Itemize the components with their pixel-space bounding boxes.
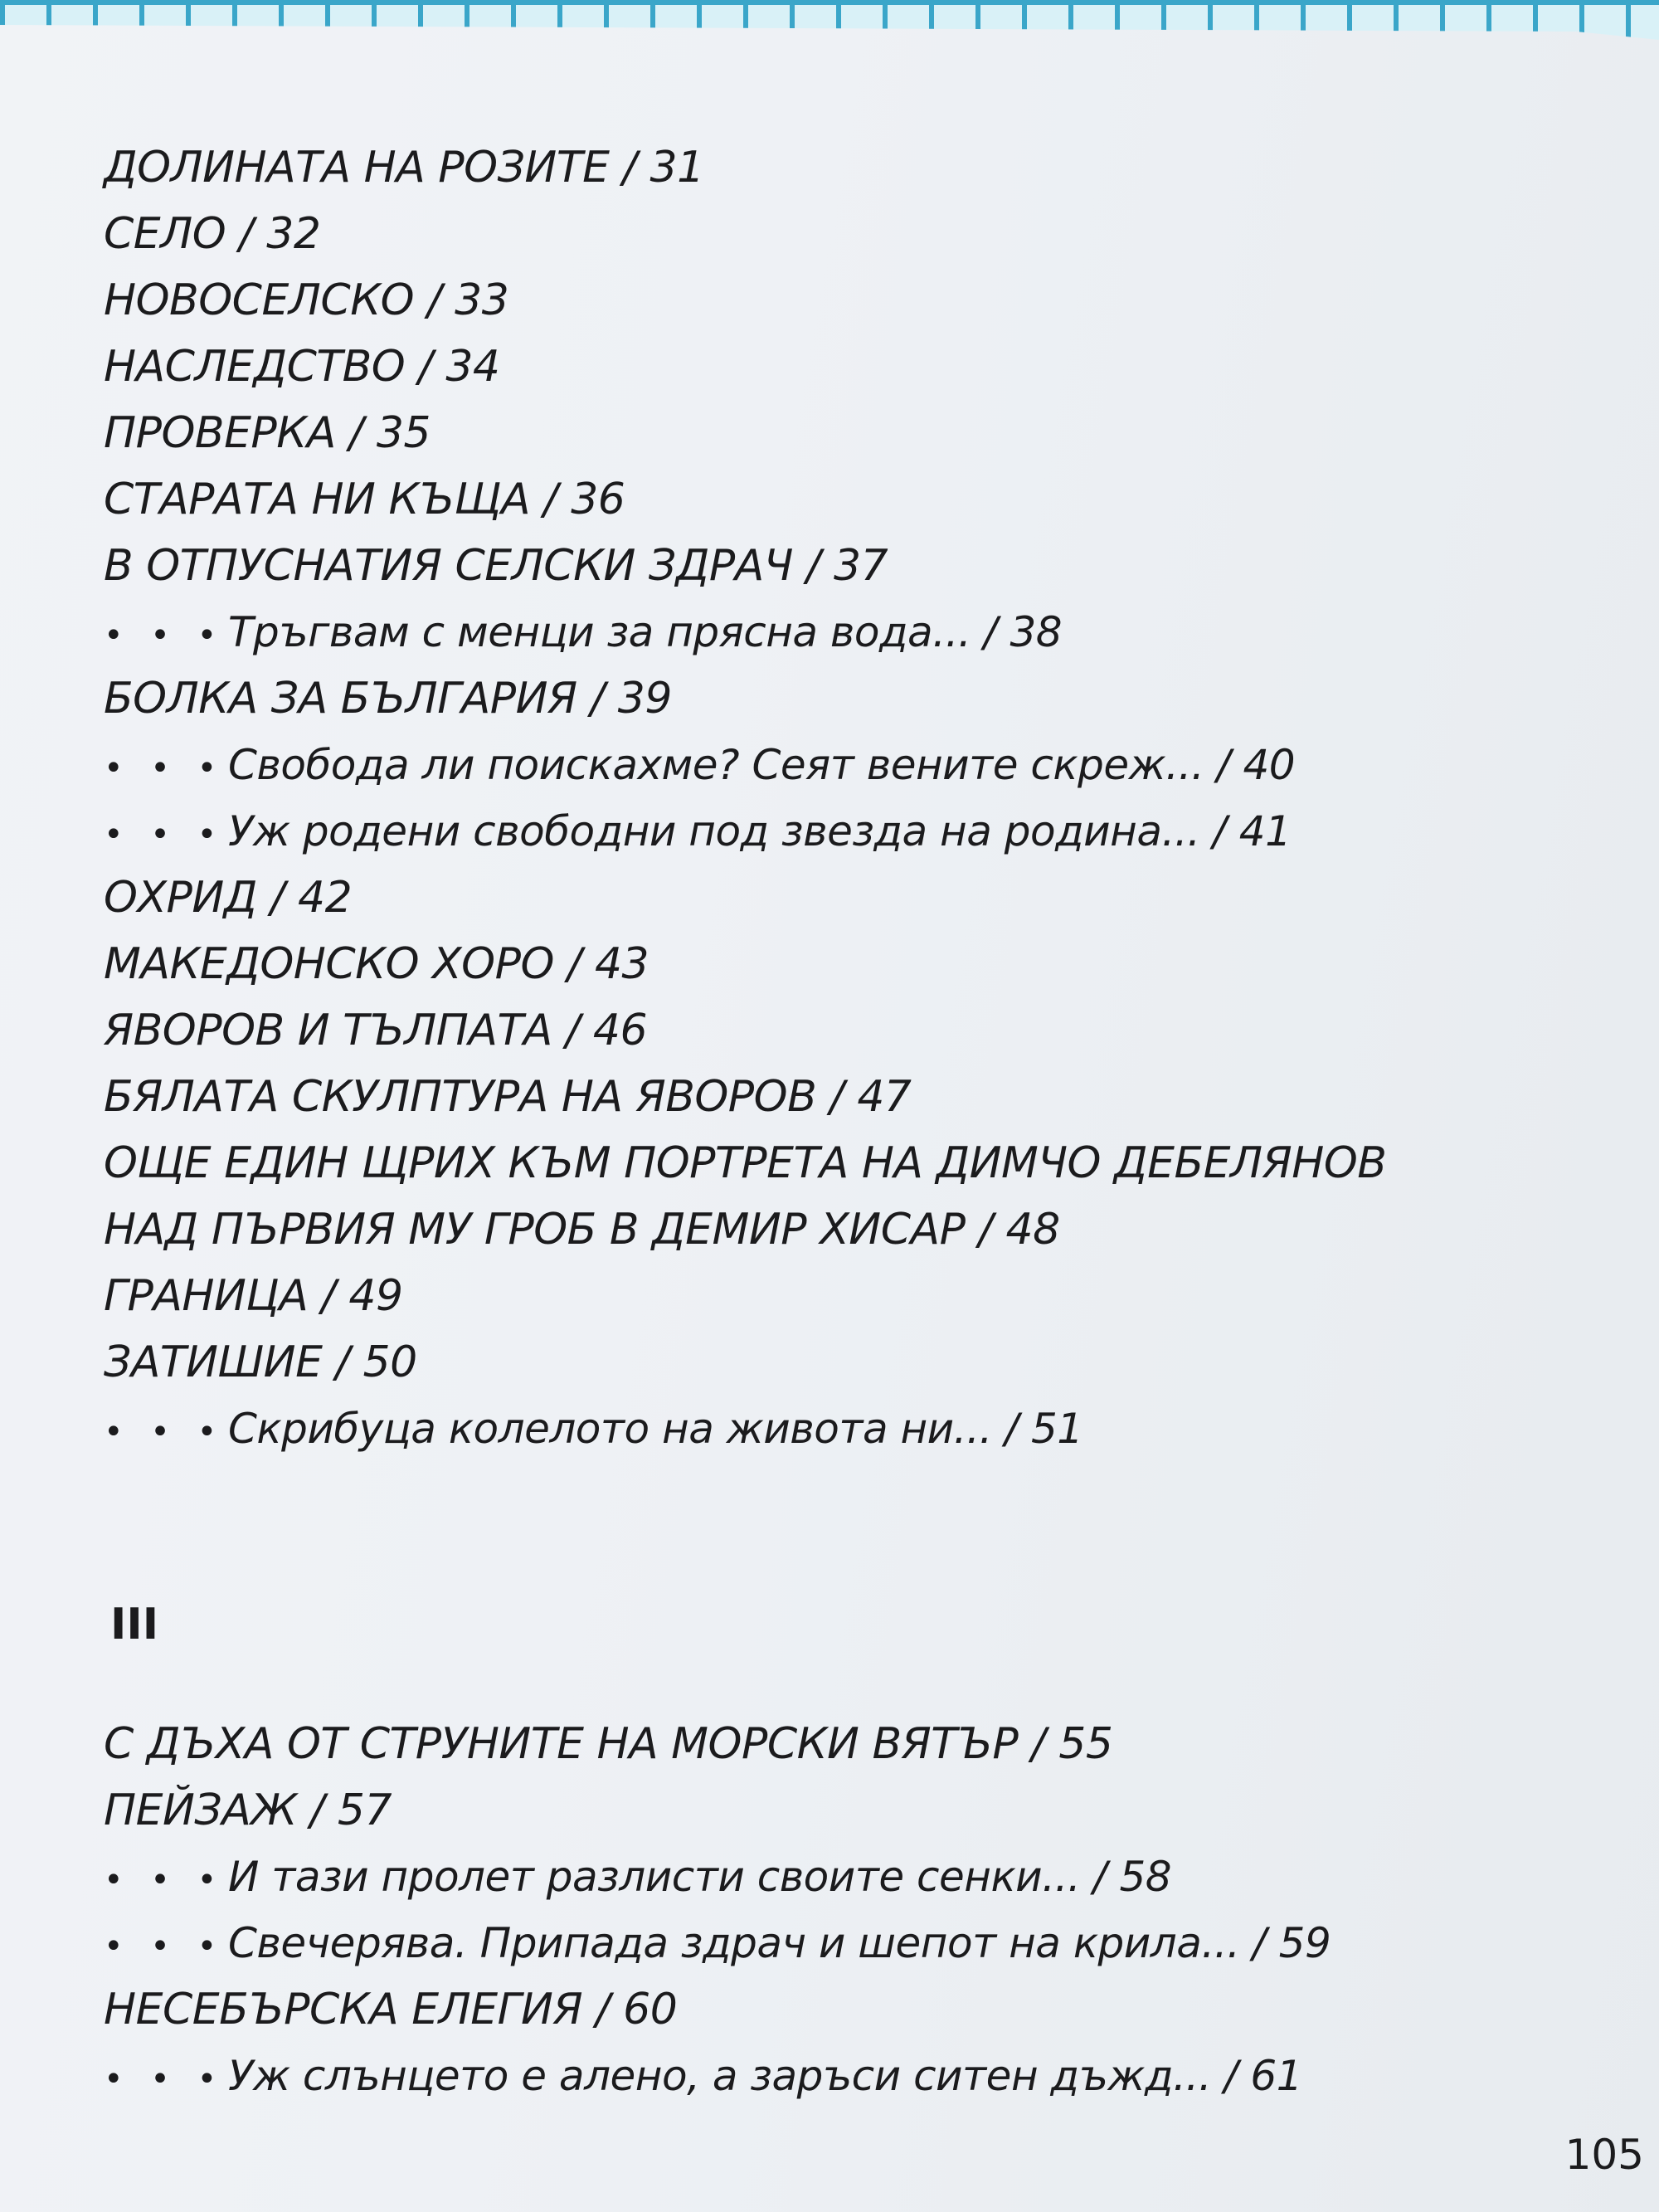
toc-entry-text: НАСЛЕДСТВО / 34 xyxy=(104,342,500,392)
toc-entry-text: ЗАТИШИЕ / 50 xyxy=(104,1337,417,1387)
toc-entry-text: БОЛКА ЗА БЪЛГАРИЯ / 39 xyxy=(104,674,672,724)
toc-entry xyxy=(104,1271,403,1321)
toc-entry-text: В ОТПУСНАТИЯ СЕЛСКИ ЗДРАЧ / 37 xyxy=(104,541,888,591)
toc-entry-text: Тръгвам с менци за прясна вода... / 38 xyxy=(228,608,1063,656)
toc-entry-text: ПЕЙЗАЖ / 57 xyxy=(104,1786,392,1835)
toc-entry xyxy=(104,1337,417,1387)
toc-entry-poem xyxy=(104,2051,1302,2104)
bullet-dots: • • • xyxy=(104,616,226,655)
toc-entry xyxy=(104,342,500,392)
toc-entry xyxy=(104,275,508,325)
toc-entry-poem xyxy=(104,607,1062,660)
toc-entry-text: ДОЛИНАТА НА РОЗИТЕ / 31 xyxy=(104,143,704,192)
toc-entry-poem xyxy=(104,1918,1331,1971)
toc-entry-text: БЯЛАТА СКУЛПТУРА НА ЯВОРОВ / 47 xyxy=(104,1072,912,1122)
toc-entry-text: ПРОВЕРКА / 35 xyxy=(104,408,431,458)
toc-entry xyxy=(104,408,431,458)
bullet-dots: • • • xyxy=(104,2059,226,2098)
toc-entry xyxy=(104,1205,1060,1255)
bullet-dots: • • • xyxy=(104,1412,226,1451)
toc-entry-text: МАКЕДОНСКО ХОРО / 43 xyxy=(104,939,649,989)
toc-entry-text: ГРАНИЦА / 49 xyxy=(104,1271,403,1321)
toc-entry-text: Уж родени свободни под звезда на родина... / 41 xyxy=(228,807,1292,855)
toc-entry-poem xyxy=(104,1852,1171,1905)
toc-entry xyxy=(104,1719,1112,1769)
toc-entry xyxy=(104,1138,1386,1188)
toc-entry xyxy=(104,674,672,724)
toc-entry xyxy=(104,939,649,989)
toc-entry-text: Свобода ли поискахме? Сеят вените скреж... / 40 xyxy=(228,741,1296,789)
toc-entry-text: ОЩЕ ЕДИН ЩРИХ КЪМ ПОРТРЕТА НА ДИМЧО ДЕБЕЛЯНОВ xyxy=(104,1138,1387,1188)
toc-entry-text: СТАРАТА НИ КЪЩА / 36 xyxy=(104,475,625,524)
toc-entry xyxy=(104,541,888,591)
toc-entry-text: С ДЪХА ОТ СТРУНИТЕ НА МОРСКИ ВЯТЪР / 55 xyxy=(104,1719,1113,1769)
show-through-text xyxy=(846,158,1659,2066)
bullet-dots: • • • xyxy=(104,748,226,787)
toc-entry-text: СЕЛО / 32 xyxy=(104,209,321,259)
toc-entry xyxy=(104,143,704,192)
toc-entry-text: ЯВОРОВ И ТЪЛПАТА / 46 xyxy=(104,1006,648,1055)
toc-entry-text: И тази пролет разлисти своите сенки... / 58 xyxy=(228,1853,1172,1901)
toc-entry-text: НАД ПЪРВИЯ МУ ГРОБ В ДЕМИР ХИСАР / 48 xyxy=(104,1205,1060,1255)
toc-entry xyxy=(104,1786,392,1835)
toc-entry xyxy=(104,475,625,524)
bullet-dots: • • • xyxy=(104,815,226,854)
toc-entry-text: Скрибуца колелото на живота ни... / 51 xyxy=(228,1405,1083,1453)
bullet-dots: • • • xyxy=(104,1860,226,1899)
toc-entry-poem xyxy=(104,1404,1083,1457)
toc-entry-text: Уж слънцето е алено, а заръси ситен дъжд... / 61 xyxy=(228,2052,1302,2100)
toc-entry xyxy=(104,1006,647,1055)
toc-entry xyxy=(104,1072,912,1122)
page-number: 105 xyxy=(1564,2131,1644,2179)
section-heading: III xyxy=(110,1600,159,1649)
toc-entry-poem xyxy=(104,806,1291,860)
toc-entry-text: Свечерява. Припада здрач и шепот на крила... / 59 xyxy=(228,1919,1331,1967)
toc-entry-poem xyxy=(104,740,1295,793)
toc-entry xyxy=(104,209,320,259)
toc-entry-text: ОХРИД / 42 xyxy=(104,873,353,923)
toc-entry xyxy=(104,873,352,923)
bullet-dots: • • • xyxy=(104,1927,226,1966)
toc-entry-text: НОВОСЕЛСКО / 33 xyxy=(104,275,509,325)
toc-entry-text: НЕСЕБЪРСКА ЕЛЕГИЯ / 60 xyxy=(104,1985,678,2034)
toc-entry xyxy=(104,1985,677,2034)
